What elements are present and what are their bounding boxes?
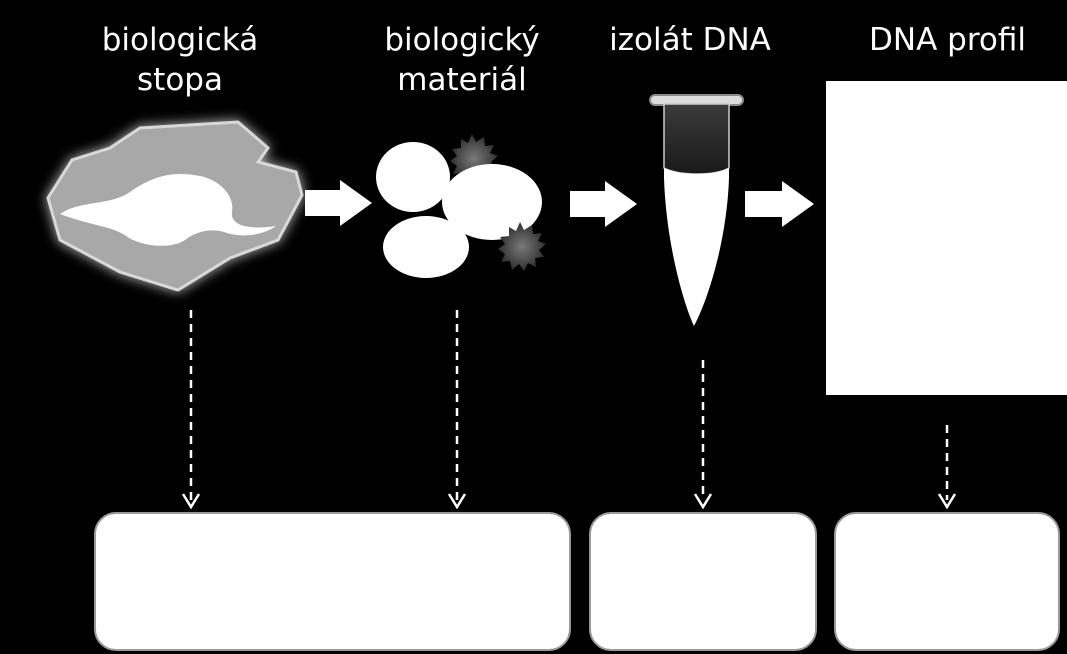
dashed-arrow-down-icon bbox=[695, 360, 711, 507]
label-trace-line2: stopa bbox=[137, 62, 223, 98]
label-dna-profile: DNA profil bbox=[869, 22, 1026, 58]
dashed-arrow-down-icon bbox=[449, 310, 465, 507]
label-material-line2: materiál bbox=[397, 62, 527, 98]
arrow-right-icon bbox=[305, 180, 372, 226]
label-material-line1: biologický bbox=[384, 22, 540, 58]
biological-trace-icon bbox=[48, 122, 302, 290]
arrow-right-icon bbox=[745, 181, 814, 227]
dashed-arrow-down-icon bbox=[183, 310, 199, 507]
label-trace-line1: biologická bbox=[101, 22, 259, 58]
tube-icon bbox=[650, 95, 743, 326]
dashed-arrow-down-icon bbox=[939, 425, 955, 507]
cells-icon bbox=[376, 134, 546, 278]
label-dna-isolate: izolát DNA bbox=[609, 22, 771, 58]
arrow-right-icon bbox=[570, 181, 637, 227]
